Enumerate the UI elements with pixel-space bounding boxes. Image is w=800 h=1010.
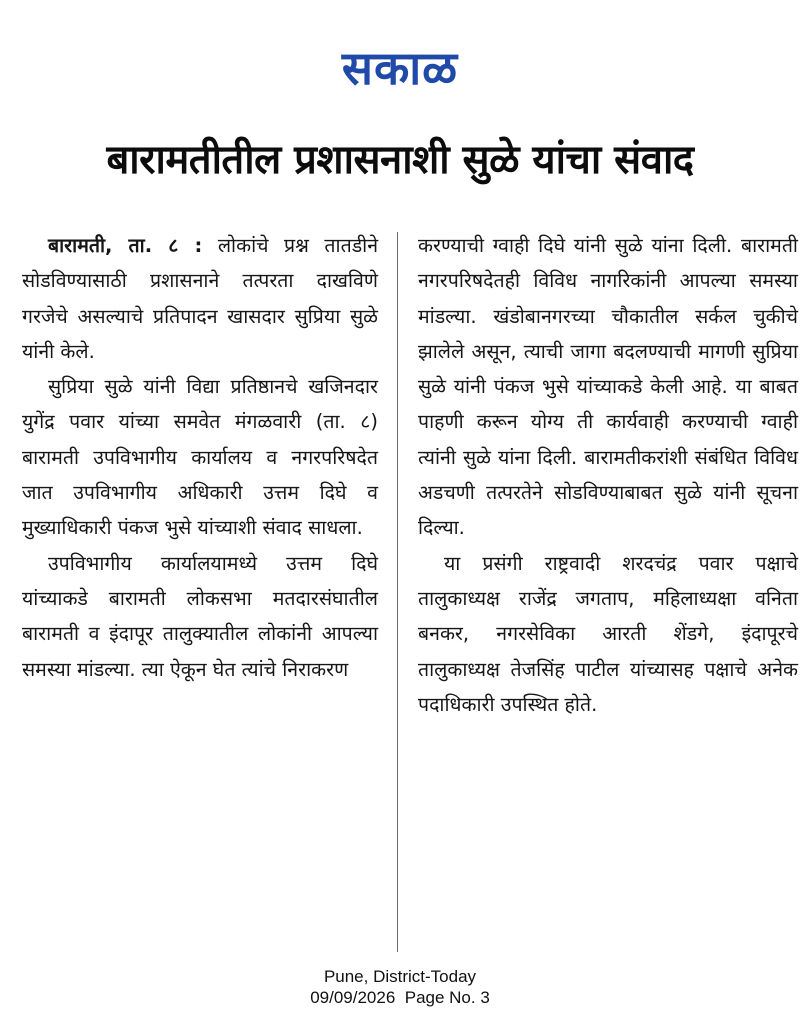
newspaper-masthead: सकाळ (341, 41, 459, 95)
footer-edition: Pune, District-Today (323, 967, 477, 986)
article-headline: बारामतीतील प्रशासनाशी सुळे यांचा संवाद (106, 137, 694, 183)
article-paragraph-4: करण्याची ग्वाही दिघे यांनी सुळे यांना दिली. बारामती नगरपरिषदेतही विविध नागरिकांनी आपल्या समस्या मांडल्या. खंडोबानगरच्या चौकातील सर्कल चुकीचे झालेले असून, त्याची जागा बदलण्याची मागणी सुप्रिया सुळे यांनी पंकज भुसे यांच्याकडे केली आहे. या बाबत पाहणी करून योग्य ती कार्यवाही करण्याची ग्वाही त्यांनी सुळे यांना दिली. बारामतीकरांशी संबंधित विविध अडचणी तत्परतेने सोडविण्याबाबत सुळे यांनी सूचना दिल्या. (418, 234, 798, 540)
article-column-left (22, 228, 378, 958)
column-divider (397, 232, 398, 952)
article-column-right (418, 228, 798, 958)
article-paragraph-1 (22, 228, 378, 369)
page-footer (0, 966, 800, 1008)
article-paragraph-2: सुप्रिया सुळे यांनी विद्या प्रतिष्ठानचे खजिनदार युगेंद्र पवार यांच्या समवेत मंगळवारी (ता. ८) बारामती उपविभागीय कार्यालय व नगरपरिषदेत जात उपविभागीय अधिकारी उत्तम दिघे व मुख्याधिकारी पंकज भुसे यांच्याशी संवाद साधला. (22, 375, 378, 540)
article-byline: बारामती, ता. ८ : (48, 234, 203, 257)
article-lead-text: लोकांचे प्रश्न तातडीने सोडविण्यासाठी प्रशासनाने तत्परता दाखविणे गरजेचे असल्याचे प्रतिपादन खासदार सुप्रिया सुळे यांनी केले. (22, 234, 379, 363)
article-paragraph-3: उपविभागीय कार्यालयामध्ये उत्तम दिघे यांच्याकडे बारामती लोकसभा मतदारसंघातील बारामती व इंदापूर तालुक्यातील लोकांनी आपल्या समस्या मांडल्या. त्या ऐकून घेत त्यांचे निराकरण (22, 551, 378, 681)
footer-date-page: 09/09/2026 Page No. 3 (310, 988, 490, 1007)
article-paragraph-5: या प्रसंगी राष्ट्रवादी शरदचंद्र पवार पक्षाचे तालुकाध्यक्ष राजेंद्र जगताप, महिलाध्यक्षा वनिता बनकर, नगरसेविका आरती शेंडगे, इंदापूरचे तालुकाध्यक्ष तेजसिंह पाटील यांच्यासह पक्षाचे अनेक पदाधिकारी उपस्थित होते. (418, 551, 798, 716)
